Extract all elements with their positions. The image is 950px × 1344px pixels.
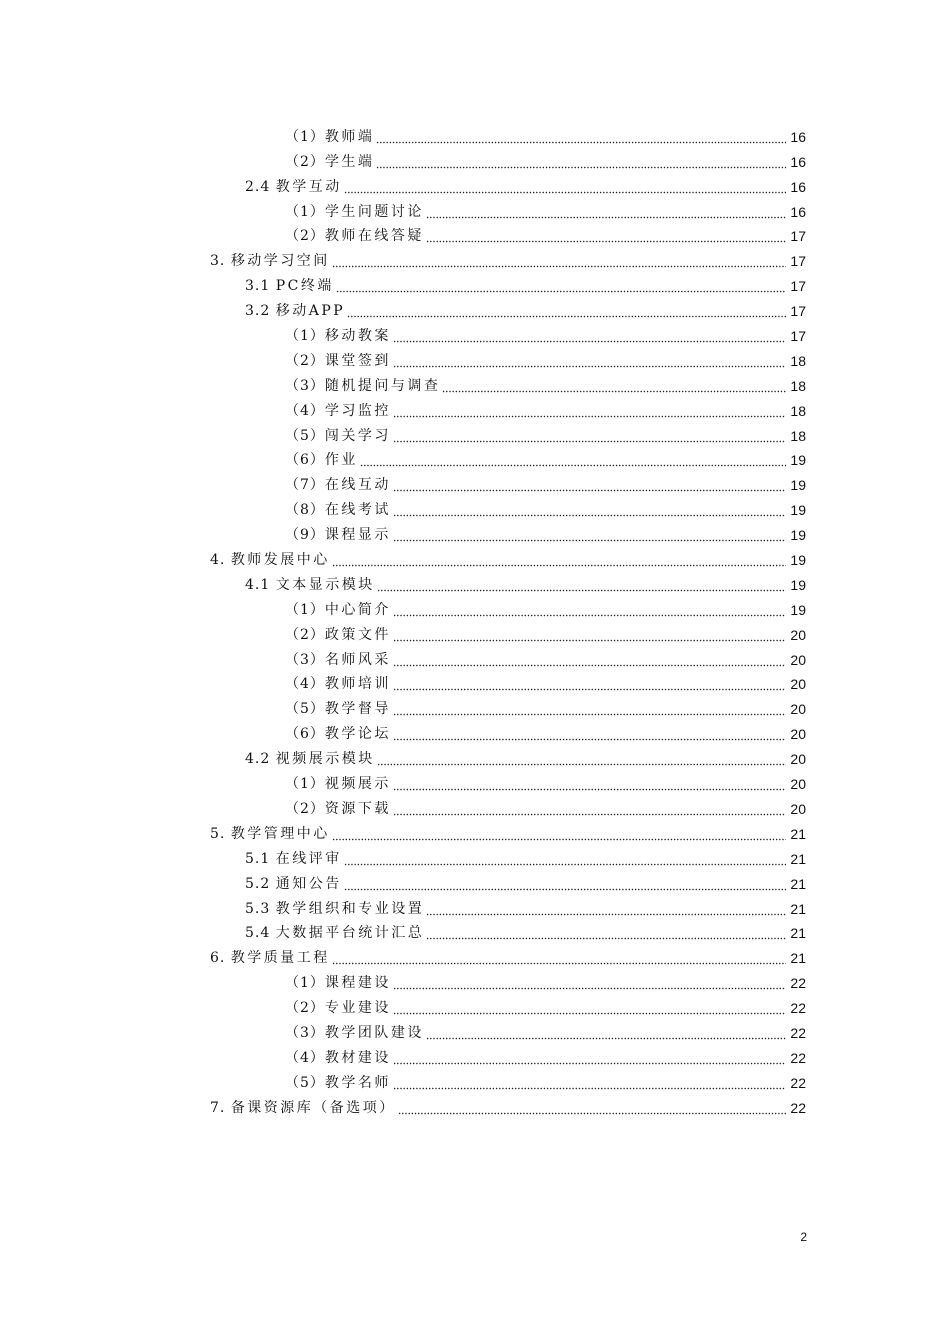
toc-entry[interactable] [0, 871, 950, 896]
toc-entry-page: 22 [790, 1024, 806, 1041]
dot-leader [393, 477, 786, 493]
dot-leader [393, 776, 786, 792]
table-of-contents [0, 124, 950, 1120]
toc-entry-page: 16 [790, 178, 806, 195]
dot-leader [426, 228, 786, 244]
toc-entry-number: 5. [210, 825, 231, 842]
dot-leader [393, 1050, 786, 1066]
toc-entry-page: 17 [790, 228, 806, 245]
toc-entry-title: 名师风采 [324, 651, 391, 668]
dot-leader [393, 502, 786, 518]
toc-entry-number: （2） [285, 626, 325, 643]
toc-entry-number: （1） [285, 975, 325, 992]
toc-entry-page: 21 [790, 825, 806, 842]
toc-entry-number: （4） [285, 676, 325, 693]
toc-entry-title: 移动APP [275, 303, 346, 320]
dot-leader [376, 154, 786, 170]
toc-entry-number: 5.3 [245, 900, 276, 917]
toc-entry-number: 5.2 [245, 875, 276, 892]
toc-entry[interactable] [0, 423, 950, 448]
toc-entry-page: 20 [790, 726, 806, 743]
toc-entry-page: 16 [790, 153, 806, 170]
toc-entry-number: 6. [210, 950, 231, 967]
toc-entry[interactable] [0, 896, 950, 921]
toc-entry-page: 19 [790, 601, 806, 618]
toc-entry-title: 教学质量工程 [230, 950, 330, 967]
toc-entry-number: （2） [285, 1000, 325, 1017]
toc-entry-title: 闯关学习 [324, 427, 391, 444]
toc-entry-title: 学生端 [324, 153, 375, 170]
dot-leader [393, 801, 786, 817]
toc-entry-page: 20 [790, 676, 806, 693]
toc-entry-title: 学习监控 [324, 402, 391, 419]
dot-leader [376, 129, 786, 145]
page-number: 2 [800, 1230, 807, 1244]
toc-entry-title: 移动教案 [324, 328, 391, 345]
toc-entry-number: （5） [285, 701, 325, 718]
toc-entry-title: 教学管理中心 [230, 825, 330, 842]
toc-entry-number: （1） [285, 328, 325, 345]
toc-entry[interactable] [0, 721, 950, 746]
toc-entry-number: 4.1 [245, 576, 276, 593]
toc-entry-number: （4） [285, 1049, 325, 1066]
toc-entry-page: 21 [790, 950, 806, 967]
dot-leader [393, 353, 786, 369]
toc-entry-title: 作业 [324, 452, 358, 469]
toc-entry-number: 7. [210, 1099, 231, 1116]
toc-entry-title: 教学团队建设 [324, 1024, 424, 1041]
dot-leader [426, 925, 786, 941]
toc-entry[interactable] [0, 622, 950, 647]
toc-entry[interactable] [0, 771, 950, 796]
toc-entry[interactable] [0, 995, 950, 1020]
toc-entry-title: 学生问题讨论 [324, 203, 424, 220]
toc-entry-number: 3.1 [245, 278, 276, 295]
toc-entry[interactable] [0, 945, 950, 970]
toc-entry-page: 17 [790, 303, 806, 320]
toc-entry-number: （7） [285, 477, 325, 494]
dot-leader [377, 577, 786, 593]
toc-entry-number: （2） [285, 153, 325, 170]
toc-entry-number: 2.4 [245, 178, 276, 195]
toc-entry-number: （3） [285, 1024, 325, 1041]
toc-entry-page: 19 [790, 527, 806, 544]
toc-entry-number: （5） [285, 427, 325, 444]
toc-entry-title: 专业建设 [324, 1000, 391, 1017]
toc-entry[interactable] [0, 597, 950, 622]
toc-entry[interactable] [0, 696, 950, 721]
toc-entry-page: 20 [790, 776, 806, 793]
toc-entry-page: 22 [790, 1099, 806, 1116]
toc-entry-title: 通知公告 [275, 875, 342, 892]
toc-entry-page: 21 [790, 850, 806, 867]
toc-entry-page: 19 [790, 477, 806, 494]
toc-entry-number: （1） [285, 203, 325, 220]
toc-entry-number: 3. [210, 253, 231, 270]
toc-entry-page: 22 [790, 1074, 806, 1091]
toc-entry-page: 17 [790, 253, 806, 270]
toc-entry-title: 教学互动 [275, 178, 342, 195]
toc-entry-number: （8） [285, 502, 325, 519]
dot-leader [332, 950, 786, 966]
toc-entry-number: 5.1 [245, 850, 276, 867]
toc-entry[interactable] [0, 298, 950, 323]
dot-leader [393, 676, 786, 692]
toc-entry-number: （9） [285, 527, 325, 544]
toc-entry[interactable] [0, 647, 950, 672]
toc-entry-page: 19 [790, 452, 806, 469]
toc-entry[interactable] [0, 921, 950, 946]
toc-entry-number: （1） [285, 601, 325, 618]
toc-entry[interactable] [0, 1070, 950, 1095]
toc-entry[interactable] [0, 472, 950, 497]
toc-entry-number: （4） [285, 402, 325, 419]
dot-leader [393, 328, 786, 344]
dot-leader [332, 253, 786, 269]
toc-entry-page: 20 [790, 651, 806, 668]
dot-leader [393, 527, 786, 543]
dot-leader [393, 627, 786, 643]
toc-entry[interactable] [0, 348, 950, 373]
toc-entry-page: 18 [790, 427, 806, 444]
toc-entry[interactable] [0, 672, 950, 697]
toc-entry-page: 22 [790, 975, 806, 992]
toc-entry-title: 移动学习空间 [230, 253, 330, 270]
dot-leader [347, 303, 786, 319]
toc-entry[interactable] [0, 572, 950, 597]
toc-entry[interactable] [0, 448, 950, 473]
dot-leader [393, 1075, 786, 1091]
toc-entry-title: 视频展示 [324, 776, 391, 793]
toc-entry-page: 18 [790, 377, 806, 394]
toc-entry-title: 在线考试 [324, 502, 391, 519]
dot-leader [344, 179, 786, 195]
toc-entry[interactable] [0, 273, 950, 298]
toc-entry-title: 教师在线答疑 [324, 228, 424, 245]
toc-entry-title: PC终端 [275, 278, 334, 295]
toc-entry-title: 视频展示模块 [275, 751, 375, 768]
toc-entry-title: 教学督导 [324, 701, 391, 718]
toc-entry-page: 21 [790, 900, 806, 917]
toc-entry-number: （5） [285, 1074, 325, 1091]
toc-entry[interactable] [0, 224, 950, 249]
toc-entry-page: 18 [790, 402, 806, 419]
dot-leader [393, 602, 786, 618]
toc-entry-number: （6） [285, 452, 325, 469]
toc-entry[interactable] [0, 199, 950, 224]
toc-entry[interactable] [0, 398, 950, 423]
dot-leader [393, 726, 786, 742]
dot-leader [344, 876, 786, 892]
toc-entry-page: 18 [790, 352, 806, 369]
toc-entry-page: 21 [790, 875, 806, 892]
dot-leader [393, 428, 786, 444]
toc-entry-number: （2） [285, 800, 325, 817]
toc-entry-title: 教学论坛 [324, 726, 391, 743]
toc-entry-title: 备课资源库（备选项） [230, 1099, 396, 1116]
toc-entry-number: 4. [210, 552, 231, 569]
toc-entry-title: 教师培训 [324, 676, 391, 693]
toc-entry-number: （2） [285, 228, 325, 245]
dot-leader [393, 652, 786, 668]
dot-leader [426, 1025, 786, 1041]
toc-entry-number: （1） [285, 128, 325, 145]
toc-entry-page: 21 [790, 925, 806, 942]
dot-leader [426, 901, 786, 917]
toc-entry[interactable] [0, 497, 950, 522]
toc-entry[interactable] [0, 1020, 950, 1045]
toc-entry-title: 教师端 [324, 128, 375, 145]
dot-leader [426, 204, 786, 220]
dot-leader [377, 751, 786, 767]
toc-entry-page: 20 [790, 626, 806, 643]
dot-leader [442, 378, 786, 394]
dot-leader [360, 452, 786, 468]
dot-leader [393, 701, 786, 717]
toc-entry-page: 22 [790, 1000, 806, 1017]
toc-entry-page: 22 [790, 1049, 806, 1066]
toc-entry-title: 教材建设 [324, 1049, 391, 1066]
toc-entry[interactable] [0, 323, 950, 348]
toc-entry-title: 课程显示 [324, 527, 391, 544]
toc-entry-page: 20 [790, 701, 806, 718]
dot-leader [393, 975, 786, 991]
dot-leader [336, 278, 786, 294]
toc-entry-page: 17 [790, 278, 806, 295]
toc-entry-number: （3） [285, 377, 325, 394]
toc-entry-title: 课堂签到 [324, 352, 391, 369]
dot-leader [332, 826, 786, 842]
toc-entry[interactable] [0, 174, 950, 199]
toc-entry-title: 资源下载 [324, 800, 391, 817]
toc-entry-title: 文本显示模块 [275, 576, 375, 593]
toc-entry-number: 4.2 [245, 751, 276, 768]
toc-entry-title: 在线互动 [324, 477, 391, 494]
toc-entry-page: 19 [790, 552, 806, 569]
toc-entry-page: 16 [790, 203, 806, 220]
toc-entry[interactable] [0, 1045, 950, 1070]
toc-entry-title: 在线评审 [275, 850, 342, 867]
toc-entry[interactable] [0, 124, 950, 149]
toc-entry-number: （2） [285, 352, 325, 369]
toc-entry-title: 随机提问与调查 [324, 377, 441, 394]
toc-entry-title: 政策文件 [324, 626, 391, 643]
dot-leader [393, 403, 786, 419]
toc-entry-page: 20 [790, 751, 806, 768]
toc-entry-number: 5.4 [245, 925, 276, 942]
toc-entry-page: 17 [790, 328, 806, 345]
toc-entry[interactable] [0, 373, 950, 398]
toc-entry-title: 大数据平台统计汇总 [275, 925, 425, 942]
toc-entry[interactable] [0, 846, 950, 871]
toc-entry[interactable] [0, 1095, 950, 1120]
toc-entry[interactable] [0, 522, 950, 547]
toc-entry[interactable] [0, 970, 950, 995]
dot-leader [332, 552, 786, 568]
dot-leader [393, 1000, 786, 1016]
toc-entry-page: 19 [790, 502, 806, 519]
toc-entry-title: 教学名师 [324, 1074, 391, 1091]
toc-entry[interactable] [0, 547, 950, 572]
dot-leader [344, 851, 786, 867]
toc-entry-number: 3.2 [245, 303, 276, 320]
toc-entry[interactable] [0, 796, 950, 821]
toc-entry-page: 20 [790, 800, 806, 817]
toc-entry[interactable] [0, 821, 950, 846]
toc-entry[interactable] [0, 746, 950, 771]
toc-entry[interactable] [0, 248, 950, 273]
toc-entry-title: 中心简介 [324, 601, 391, 618]
toc-entry-title: 课程建设 [324, 975, 391, 992]
toc-entry-page: 16 [790, 128, 806, 145]
toc-entry[interactable] [0, 149, 950, 174]
toc-entry-number: （6） [285, 726, 325, 743]
toc-entry-number: （1） [285, 776, 325, 793]
toc-entry-title: 教学组织和专业设置 [275, 900, 425, 917]
dot-leader [398, 1100, 786, 1116]
toc-entry-number: （3） [285, 651, 325, 668]
toc-entry-title: 教师发展中心 [230, 552, 330, 569]
toc-entry-page: 19 [790, 576, 806, 593]
